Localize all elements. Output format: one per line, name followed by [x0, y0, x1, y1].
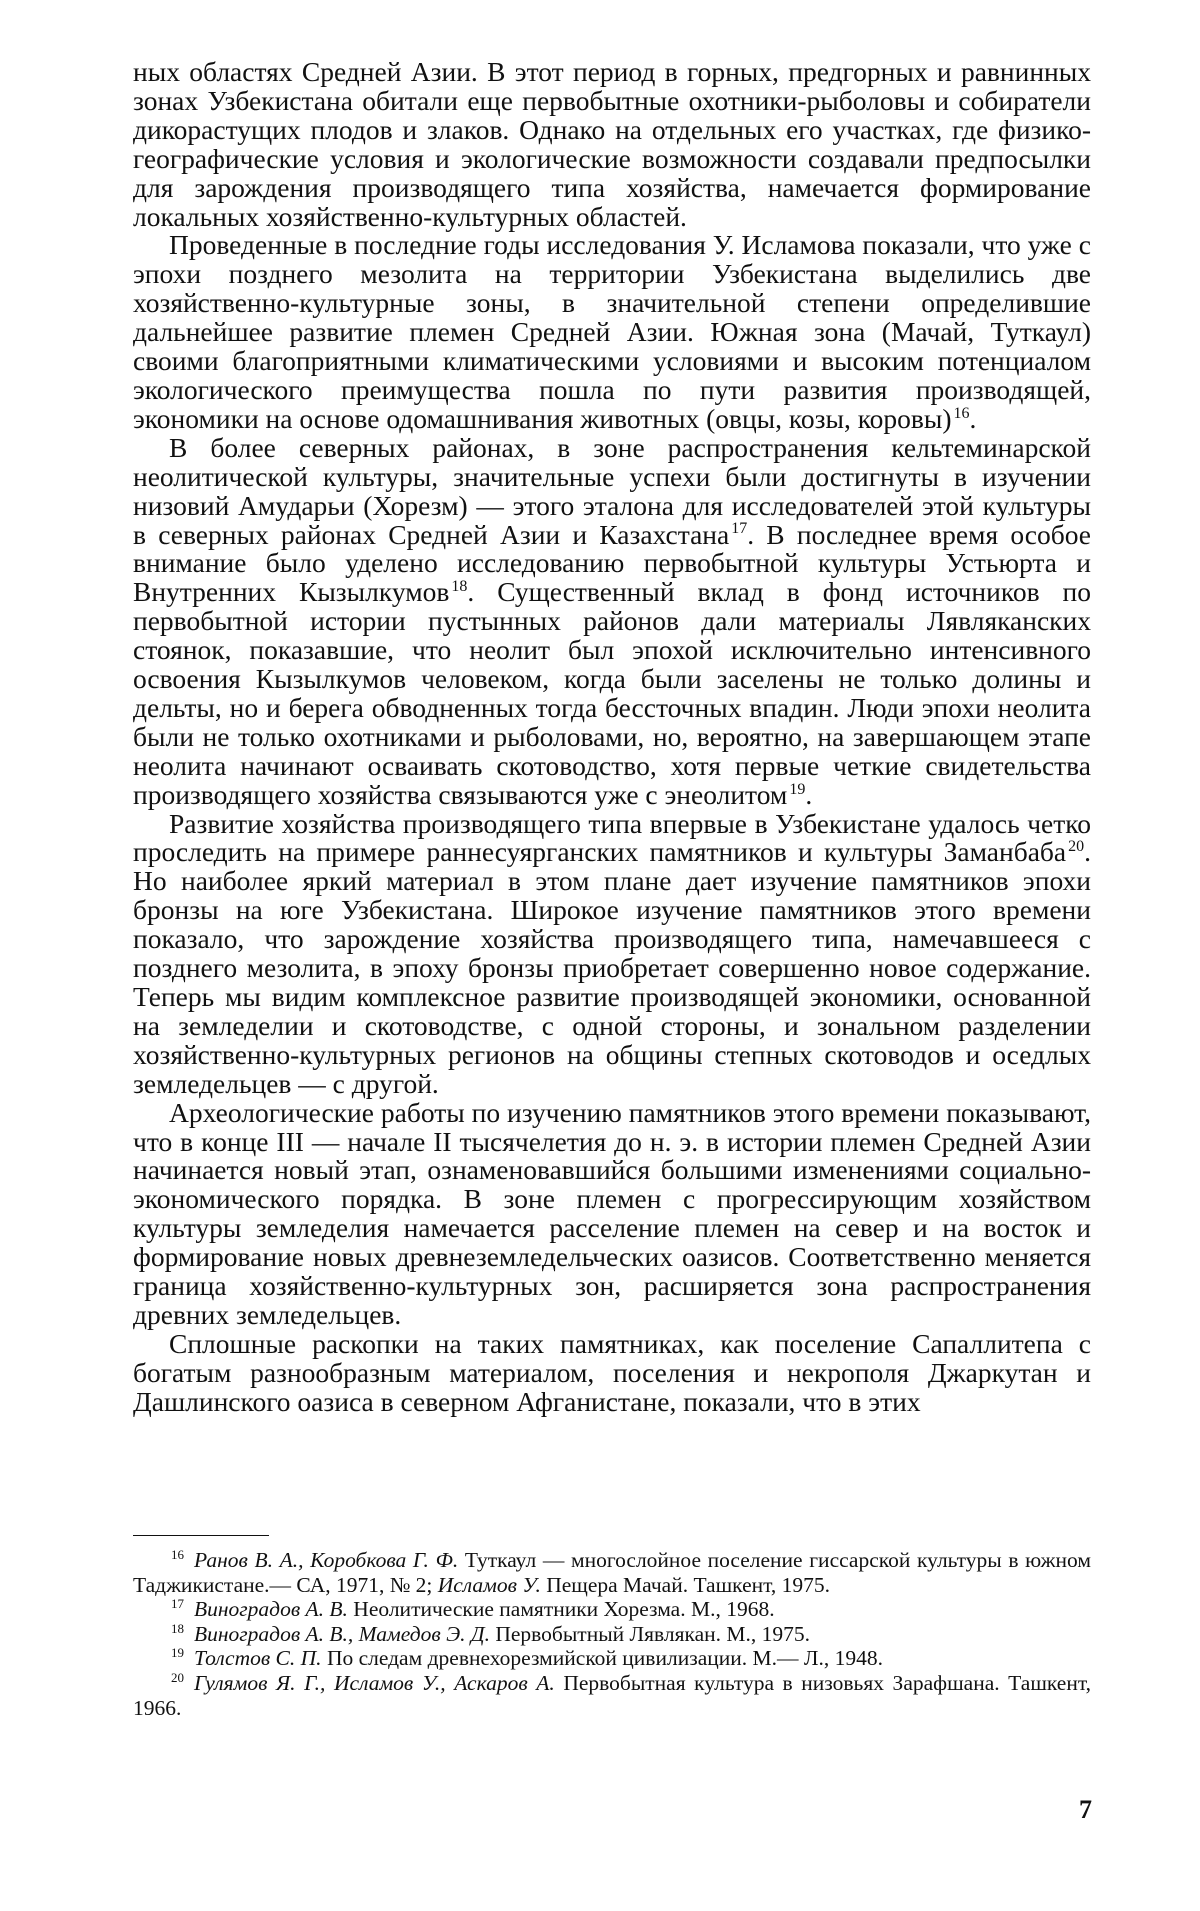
footnote-number: 16	[171, 1546, 184, 1562]
footnote-number: 17	[171, 1596, 184, 1612]
footnote-author: Ранов В. А., Коробкова Г. Ф.	[194, 1548, 459, 1572]
paragraph-text: В более северных районах, в зоне распространения кельтеминарской неолитической культуры, значительные успехи были достигнуты в изучении низовий Амударьи (Хорезм) — этого эталона для исследователей этой культуры в северных районах Средней Азии и Казахстана	[133, 431, 1091, 550]
paragraph-text: . Но наиболее яркий материал в этом плане дает изучение памятников эпохи бронзы на юге Узбекистана. Широкое изучение памятников этого времени показало, что зарождение хозяйства производящего типа, намечавшееся с позднего мезолита, в эпоху бронзы приобретает совершенно новое содержание. Теперь мы видим комплексное развитие производящей экономики, основанной на земледелии и скотоводстве, с одной стороны, и зональном разделении хозяйственно-культурных регионов на общины степных скотоводов и оседлых земледельцев — с другой.	[133, 836, 1091, 1099]
paragraph-text: Существенный вклад в фонд источников по первобытной истории пустынных районов дали материалы Лявляканских стоянок, показавшие, что неолит был эпохой исключительно интенсивного освоения Кызылкумов человеком, когда были заселены не только долины и дельты, но и берега обводненных тогда бессточных впадин. Люди эпохи неолита были не только охотниками и рыболовами, но, вероятно, на завершающем этапе неолита начинают осваивать скотоводство, хотя первые четкие свидетельства производящего хозяйства связываются уже с энеолитом	[133, 576, 1091, 810]
footnote-text: Туткаул — многослойное поселение гиссарской культуры в южном Таджикистане.— СА, 1971, № 2;	[133, 1548, 1091, 1597]
paragraph-2	[133, 231, 1091, 433]
footnote-17	[133, 1597, 1091, 1622]
paragraph-text: .	[969, 402, 977, 434]
footnote-author: Гулямов Я. Г., Исламов У., Аскаров А.	[194, 1670, 555, 1695]
footnote-number: 19	[171, 1645, 184, 1661]
footnote-author: Толстов С. П.	[194, 1646, 322, 1671]
footnote-16	[133, 1548, 1091, 1597]
footnote-text: Первобытная культура в низовьях Зарафшана. Ташкент, 1966.	[133, 1670, 1091, 1720]
footnotes	[133, 1548, 1091, 1720]
footnote-ref-18[interactable]: 18	[451, 578, 468, 596]
footnote-ref-20[interactable]: 20	[1068, 838, 1085, 856]
paragraph-3	[133, 431, 1091, 810]
paragraph-6	[133, 1327, 1091, 1417]
footnote-19	[133, 1646, 1091, 1671]
footnote-text: По следам древнехорезмийской цивилизации. М.— Л., 1948.	[321, 1646, 883, 1671]
footnote-ref-17[interactable]: 17	[731, 520, 748, 538]
paragraph-1	[133, 58, 1091, 231]
footnote-18	[133, 1622, 1091, 1647]
main-text	[133, 58, 1091, 1417]
page-number: 7	[1079, 1795, 1092, 1824]
footnote-author: Виноградов А. В., Мамедов Э. Д.	[194, 1621, 490, 1646]
footnote-number: 20	[171, 1669, 184, 1685]
footnote-text: Пещера Мачай. Ташкент, 1975.	[540, 1572, 831, 1597]
footnote-text: Первобытный Лявлякан. М., 1975.	[489, 1621, 811, 1646]
footnote-ref-19[interactable]: 19	[789, 780, 806, 798]
footnote-author: Исламов У.	[437, 1572, 541, 1597]
footnote-number: 18	[171, 1620, 184, 1636]
footnote-author: Виноградов А. В.	[194, 1597, 348, 1622]
paragraph-text: Сплошные раскопки на таких памятниках, как поселение Сапаллитепа с богатым разнообразным материалом, поселения и некрополя Джаркутан и Дашлинского оазиса в северном Афганистане, показали, что в этих	[133, 1327, 1091, 1417]
footnote-text: Неолитические памятники Хорезма. М., 1968.	[347, 1597, 775, 1622]
paragraph-4	[133, 807, 1091, 1099]
footnote-ref-16[interactable]: 16	[953, 404, 970, 422]
paragraph-text: ных областях Средней Азии. В этот период в горных, предгорных и равнинных зонах Узбекистана обитали еще первобытные охотники-рыболовы и собиратели дикорастущих плодов и злаков. Однако на отдельных его участках, где физико-географические условия и экологические возможности создавали предпосылки для зарождения производящего типа хозяйства, намечается формирование локальных хозяйственно-культурных областей.	[133, 56, 1091, 232]
paragraph-text: Археологические работы по изучению памятников этого времени показывают, что в конце III — начале II тысячелетия до н. э. в истории племен Средней Азии начинается новый этап, ознаменовавшийся большими изменениями социально-экономического порядка. В зоне племен с прогрессирующим хозяйством культуры земледелия намечается расселение племен на север и на восток и формирование новых древнеземледельческих оазисов. Соответственно меняется граница хозяйственно-культурных зон, расширяется зона распространения древних земледельцев.	[133, 1096, 1091, 1330]
paragraph-text: .	[467, 576, 498, 608]
paragraph-text: Развитие хозяйства производящего типа впервые в Узбекистане удалось четко проследить на примере раннесуярганских памятников и культуры Заманбаба	[133, 807, 1091, 868]
paragraph-text: Проведенные в последние годы исследования У. Исламова показали, что уже с эпохи позднего мезолита на территории Узбекистана выделились две хозяйственно-культурные зоны, в значительной степени определившие дальнейшее развитие племен Средней Азии. Южная зона (Мачай, Туткаул) своими благоприятными климатическими условиями и высоким потенциалом экологического преимущества пошла по пути развития производящей, экономики на основе одомашнивания животных (овцы, козы, коровы)	[133, 229, 1091, 434]
paragraph-5	[133, 1096, 1091, 1330]
paragraph-text: . В последнее время особое внимание было уделено исследованию первобытной культуры Устьюрта и Внутренних Кызылкумов	[133, 518, 1091, 608]
footnote-separator	[133, 1535, 269, 1536]
footnote-20	[133, 1671, 1091, 1720]
paragraph-text: .	[805, 778, 813, 810]
